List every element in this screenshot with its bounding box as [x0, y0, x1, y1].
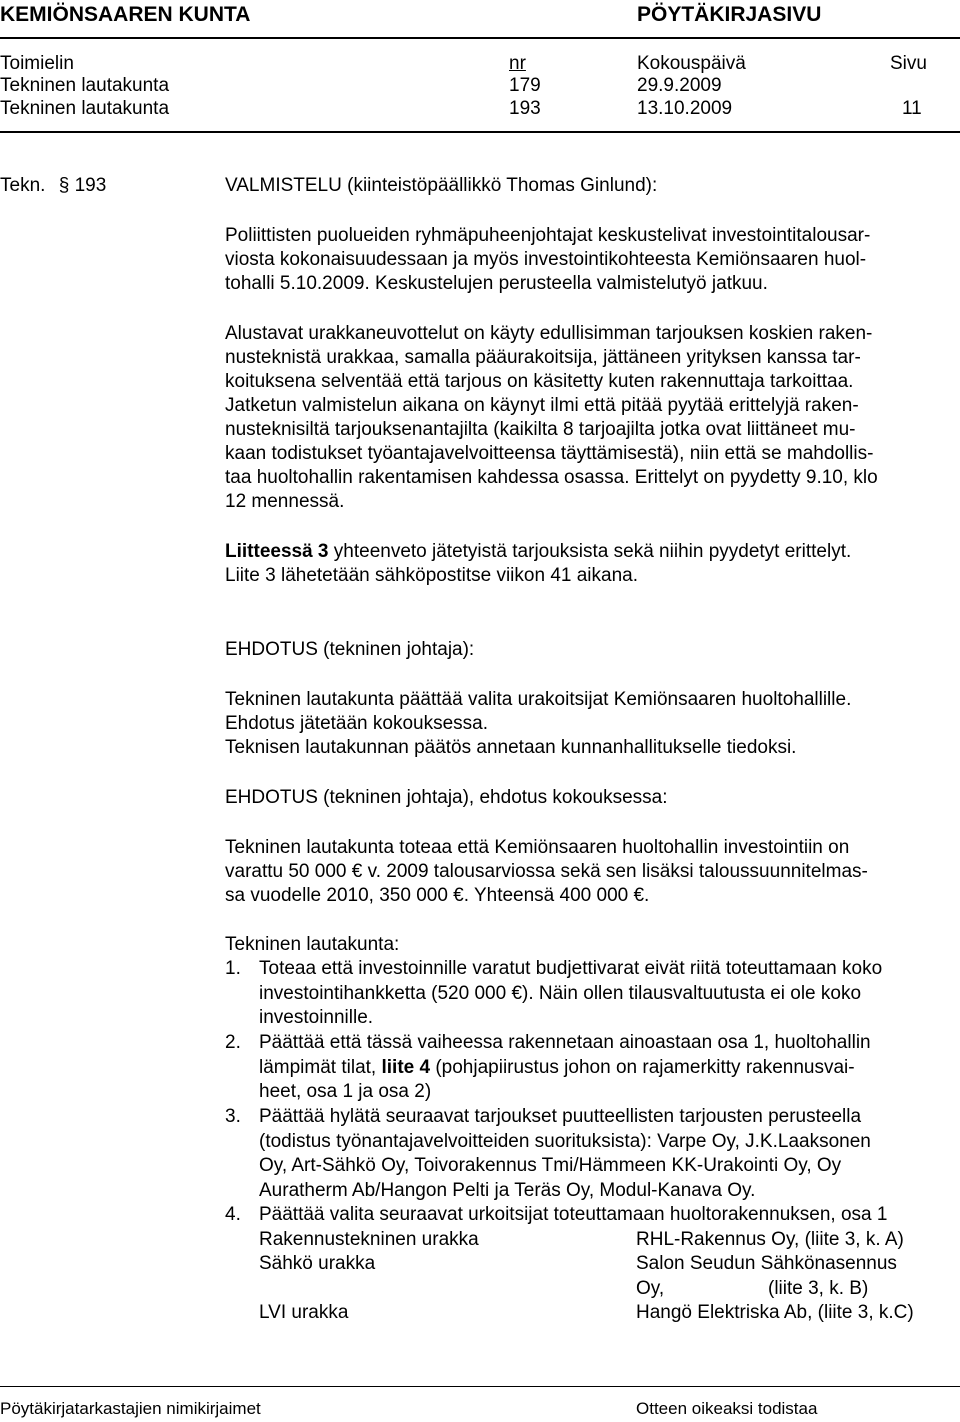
proposal-meeting-text: Tekninen lautakunta toteaa että Kemiönsaaren huoltohallin investointiin on varattu 50 000 € v. 2009 talousarviossa sekä sen lisäksi taloussuunnitelmas- sa vuodelle 2010, 350 000 €. Yhteensä 400 000 €. — [225, 837, 868, 906]
meeting-organ: Tekninen lautakunta — [0, 75, 170, 96]
contract-type: LVI urakka — [259, 1302, 349, 1323]
header-rule — [0, 37, 960, 39]
decision-item: 4. Päättää valita seuraavat urkoitsijat toteuttamaan huoltorakennuksen, osa 1 — [225, 1204, 888, 1225]
document-type: PÖYTÄKIRJASIVU — [637, 3, 822, 26]
footer-rule — [0, 1386, 960, 1387]
page-number: 11 — [902, 98, 922, 119]
meeting-nr: 179 — [509, 75, 541, 96]
paragraph-preparation: Poliittisten puolueiden ryhmäpuheenjohtajat keskustelivat investointitalousar- viosta kokonaisuudessaan ja myös investointikohteesta Kemiönsaaren huol- tohalli 5.10.2009. Keskustelujen perusteella valmistelutyö jatkuu. — [225, 225, 871, 294]
section-prefix: Tekn. — [0, 175, 46, 196]
municipality-name: KEMIÖNSAAREN KUNTA — [0, 3, 251, 26]
col-date-label: Kokouspäivä — [637, 53, 746, 74]
contract-type: Sähkö urakka — [259, 1253, 376, 1274]
contractor-name: RHL-Rakennus Oy, (liite 3, k. A) — [636, 1229, 904, 1250]
footer-certification-label: Otteen oikeaksi todistaa — [636, 1399, 818, 1418]
meeting-date: 13.10.2009 — [637, 98, 733, 119]
proposal-heading: EHDOTUS (tekninen johtaja): — [225, 639, 475, 660]
board-label: Tekninen lautakunta: — [225, 934, 400, 955]
paragraph-attachment: Liitteessä 3 yhteenveto jätetyistä tarjouksista sekä niihin pyydetyt erittelyt. Liite 3 lähetetään sähköpostitse viikon 41 aikana. — [225, 541, 852, 586]
section-title: VALMISTELU (kiinteistöpäällikkö Thomas Ginlund): — [225, 175, 658, 196]
decision-item: 2. Päättää että tässä vaiheessa rakennetaan ainoastaan osa 1, huoltohallin lämpimät tilat, liite 4 (pohjapiirustus johon on rajamerkitty rakennusvai- heet, osa 1 ja osa 2) — [225, 1032, 871, 1102]
meeting-organ: Tekninen lautakunta — [0, 98, 170, 119]
meeting-date: 29.9.2009 — [637, 75, 722, 96]
attachment-ref: liite 4 — [381, 1056, 431, 1078]
section-number: 193 — [74, 175, 107, 196]
decision-item: 1. Toteaa että investoinnille varatut budjettivarat eivät riitä toteuttamaan koko investointihankketta (520 000 €). Näin ollen tilausvaltuutusta ei ole koko investoinnille. — [225, 958, 883, 1028]
attachment-ref: Liitteessä 3 — [225, 541, 329, 562]
proposal-text: Tekninen lautakunta päättää valita urakoitsijat Kemiönsaaren huoltohallille. Ehdotus jätetään kokouksessa. Teknisen lautakunnan päätös annetaan kunnanhallitukselle tiedoksi. — [225, 689, 852, 758]
meeting-nr: 193 — [509, 98, 541, 119]
proposal-meeting-heading: EHDOTUS (tekninen johtaja), ehdotus kokouksessa: — [225, 787, 668, 808]
section-reference — [0, 174, 106, 198]
decision-item: 3. Päättää hylätä seuraavat tarjoukset puutteellisten tarjousten perusteella (todistus työnantajavelvoitteiden suorituksista): Varpe Oy, J.K.Laaksonen Oy, Art-Sähkö Oy, Toivorakennus Tmi/Hämmeen KK-Urakointi Oy, Oy Auratherm Ab/Hangon Pelti ja Teräs Oy, Modul-Kanava Oy. — [225, 1106, 871, 1201]
footer-initials-label: Pöytäkirjatarkastajien nimikirjaimet — [0, 1399, 261, 1418]
paragraph-negotiations: Alustavat urakkaneuvottelut on käyty edullisimman tarjouksen koskien raken- nusteknistä urakkaa, samalla pääurakoitsija, jättäneen yrityksen kanssa tar- koituksena selventää että tarjous on käsitetty kuten rakennuttaja tarkoittaa. Jatketun valmistelun aikana on käynyt ilmi että pitää pyytää erittelyjä raken- nusteknisiltä tarjouksenantajilta (kaikilta 8 tarjoajilta jotka ovat liittäneet mu- kaan todistukset työantajavelvoitteensa täyttämisestä), niin että se mahdollis- taa huoltohallin rakentamisen kahdessa osassa. Erittelyt on pyydetty 9.10, klo 12 mennessä. — [225, 323, 878, 512]
col-organ-label: Toimielin — [0, 53, 74, 74]
col-nr-label: nr — [509, 53, 526, 74]
contractor-name-cont: Oy, — [636, 1278, 665, 1299]
contractor-name: Salon Seudun Sähkönasennus — [636, 1253, 897, 1274]
col-page-label: Sivu — [890, 53, 927, 74]
contractor-attachment-ref: (liite 3, k. B) — [768, 1278, 869, 1299]
header-bottom-rule — [0, 131, 960, 133]
section-symbol: § — [58, 175, 70, 196]
contractor-name: Hangö Elektriska Ab, (liite 3, k.C) — [636, 1302, 914, 1323]
contract-type: Rakennustekninen urakka — [259, 1229, 479, 1250]
